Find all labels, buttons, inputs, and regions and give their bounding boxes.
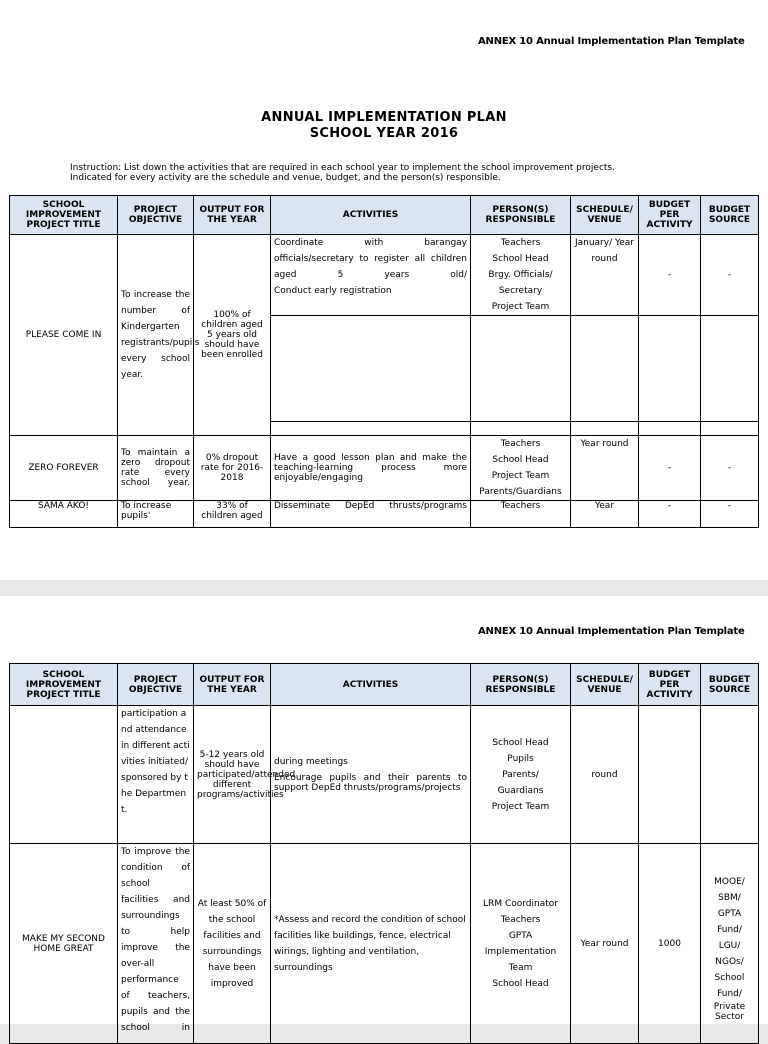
person-entry: Parents/ (502, 769, 539, 780)
persons-cell (471, 706, 571, 844)
person-entry: School Head (492, 455, 549, 465)
header-objective: PROJECT OBJECTIVE (118, 196, 194, 235)
person-entry: Guardians (497, 785, 544, 796)
budget-cell (639, 316, 701, 422)
budget-cell: - (639, 436, 701, 501)
header-schedule: SCHEDULE/ VENUE (571, 664, 639, 706)
header-source: BUDGET SOURCE (701, 664, 759, 706)
activity-cell: *Assess and record the condition of school facilities like buildings, fence, electrical wirings, lighting and ventilation, surroundings (271, 844, 471, 1044)
person-entry: Secretary (498, 286, 543, 296)
table-row (10, 501, 759, 528)
header-objective: PROJECT OBJECTIVE (118, 664, 194, 706)
source-entry: SBM/ (718, 893, 741, 903)
objective-cell: To increase pupils' (118, 501, 194, 528)
person-entry: Pupils (507, 753, 534, 764)
header-activities: ACTIVITIES (271, 196, 471, 235)
header-budget: BUDGET PER ACTIVITY (639, 196, 701, 235)
person-entry: Project Team (491, 801, 550, 812)
person-entry: Parents/Guardians (479, 487, 562, 497)
budget-cell: - (639, 501, 701, 528)
schedule-cell (571, 316, 639, 422)
header-source: BUDGET SOURCE (701, 196, 759, 235)
header-project-title: SCHOOL IMPROVEMENT PROJECT TITLE (10, 196, 118, 235)
project-title-cell: PLEASE COME IN (10, 235, 118, 436)
output-cell: 33% of children aged (194, 501, 271, 528)
activity-cell (271, 422, 471, 436)
source-entry: GPTA (717, 909, 742, 919)
header-persons: PERSON(S) RESPONSIBLE (471, 196, 571, 235)
title-line-1: ANNUAL IMPLEMENTATION PLAN (261, 110, 507, 125)
person-entry: Project Team (491, 471, 550, 481)
instruction-line-2: Indicated for every activity are the schedule and venue, budget, and the person(s) responsible. (70, 173, 501, 183)
title-line-2: SCHOOL YEAR 2016 (309, 126, 459, 141)
person-entry: Teachers (500, 238, 541, 248)
header-activities: ACTIVITIES (271, 664, 471, 706)
implementation-plan-table (9, 195, 759, 528)
source-entry: Fund/ (717, 925, 742, 935)
source-entry: LGU/ (718, 941, 741, 951)
source-entry: Private (713, 1002, 746, 1012)
persons-cell (471, 316, 571, 422)
project-title-cell: MAKE MY SECOND HOME GREAT (10, 844, 118, 1044)
person-entry: Team (508, 962, 533, 973)
person-entry: School Head (492, 978, 549, 989)
output-cell: At least 50% of the school facilities and surroundings have been improved (194, 844, 271, 1044)
source-entry: Fund/ (717, 989, 742, 999)
schedule-cell: January/ Year round (571, 235, 639, 316)
source-cell (701, 706, 759, 844)
activity-line: during meetings (274, 756, 348, 767)
table-row (10, 706, 759, 844)
document-title (0, 110, 768, 142)
table-row (10, 235, 759, 316)
schedule-cell: round (571, 706, 639, 844)
activity-cell (271, 316, 471, 422)
implementation-plan-table (9, 663, 759, 1044)
document-page-2 (0, 596, 768, 1033)
activity-cell: Disseminate DepEd thrusts/programs (271, 501, 471, 528)
activity-line: Encourage pupils and their parents to support DepEd thrusts/programs/projects (274, 772, 467, 793)
source-entry: Sector (715, 1012, 744, 1022)
person-entry: GPTA (508, 930, 533, 941)
activity-line: Coordinate with barangay officials/secretary to register all children aged 5 years old/ (274, 238, 467, 280)
persons-cell (471, 501, 571, 528)
objective-cell: participation and attendance in different activities initiated/sponsored by the Department. (118, 706, 194, 844)
source-cell (701, 316, 759, 422)
table-header-row (10, 196, 759, 235)
output-cell: 5-12 years old should have participated/attended different programs/activities (194, 706, 271, 844)
header-output: OUTPUT FOR THE YEAR (194, 664, 271, 706)
annex-label: ANNEX 10 Annual Implementation Plan Template (478, 36, 745, 47)
table-row (10, 844, 759, 1044)
output-cell: 100% of children aged 5 years old should have been enrolled (194, 235, 271, 436)
budget-cell: 1000 (639, 844, 701, 1044)
person-entry: School Head (492, 737, 549, 748)
schedule-cell: Year round (571, 436, 639, 501)
header-output: OUTPUT FOR THE YEAR (194, 196, 271, 235)
objective-cell: To increase the number of Kindergarten registrants/pupils every school year. (118, 235, 194, 436)
source-cell: - (701, 235, 759, 316)
source-cell: - (701, 501, 759, 528)
source-entry: MOOE/ (714, 877, 745, 887)
person-entry: Project Team (491, 302, 550, 312)
activity-cell (271, 235, 471, 316)
persons-cell (471, 844, 571, 1044)
source-cell: - (701, 436, 759, 501)
schedule-cell: Year (571, 501, 639, 528)
source-entry: NGOs/ (715, 957, 744, 967)
instruction-text (70, 163, 730, 183)
project-title-cell: SAMA AKO! (10, 501, 118, 528)
header-schedule: SCHEDULE/ VENUE (571, 196, 639, 235)
schedule-cell: Year round (571, 844, 639, 1044)
budget-cell: - (639, 235, 701, 316)
persons-cell (471, 235, 571, 316)
person-entry: LRM Coordinator (483, 898, 558, 909)
person-entry: Brgy. Officials/ (488, 270, 553, 280)
person-entry: Implementation (484, 946, 557, 957)
annex-label: ANNEX 10 Annual Implementation Plan Template (478, 626, 745, 637)
person-entry: Teachers (500, 501, 541, 511)
header-persons: PERSON(S) RESPONSIBLE (471, 664, 571, 706)
table-header-row (10, 664, 759, 706)
person-entry: Teachers (500, 914, 541, 925)
project-title-cell (10, 706, 118, 844)
activity-cell (271, 706, 471, 844)
schedule-cell (571, 422, 639, 436)
project-title-cell: ZERO FOREVER (10, 436, 118, 501)
source-cell (701, 844, 759, 1044)
objective-cell: To improve the condition of school facilities and surroundings to help improve the over-all performance of teachers, pupils and the school in (118, 844, 194, 1044)
person-entry: School Head (492, 254, 549, 264)
objective-cell: To maintain a zero dropout rate every school year. (118, 436, 194, 501)
header-budget: BUDGET PER ACTIVITY (639, 664, 701, 706)
table-row (10, 436, 759, 501)
source-entry: School (714, 973, 745, 983)
person-entry: Teachers (500, 439, 541, 449)
source-cell (701, 422, 759, 436)
instruction-line-1: Instruction: List down the activities that are required in each school year to implement the school improvement projects. (70, 163, 615, 173)
budget-cell (639, 706, 701, 844)
header-project-title: SCHOOL IMPROVEMENT PROJECT TITLE (10, 664, 118, 706)
output-cell: 0% dropout rate for 2016-2018 (194, 436, 271, 501)
persons-cell (471, 422, 571, 436)
persons-cell (471, 436, 571, 501)
activity-line: Conduct early registration (274, 286, 392, 296)
budget-cell (639, 422, 701, 436)
activity-cell: Have a good lesson plan and make the teaching-learning process more enjoyable/engaging (271, 436, 471, 501)
